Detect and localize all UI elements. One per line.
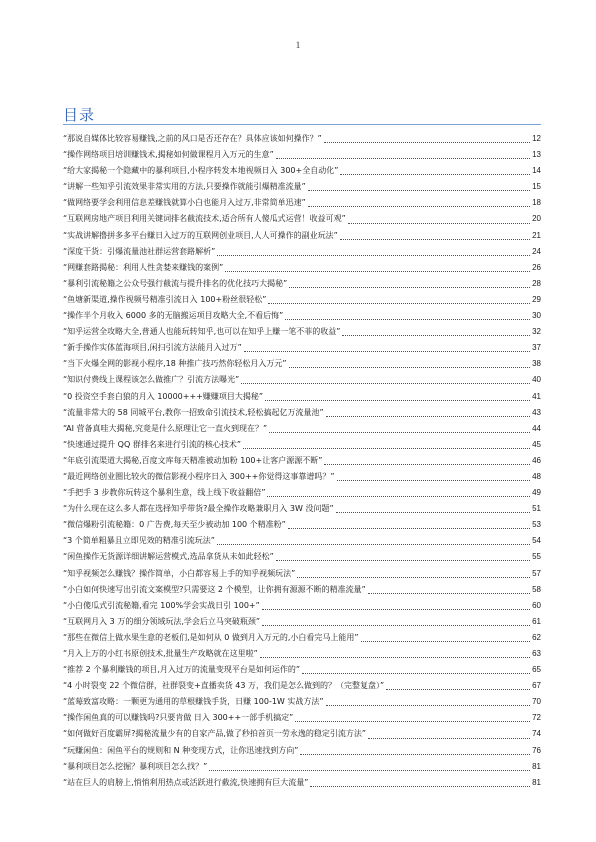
toc-entry-page-number: 26 (532, 262, 541, 272)
toc-entry[interactable] (63, 437, 541, 453)
toc-entry-page-number: 28 (532, 278, 541, 288)
toc-dot-leader (300, 753, 530, 755)
toc-entry-title: “知乎运营全攻略大全,普通人也能玩转知乎,也可以在知乎上赚一笔不菲的收益” (63, 327, 341, 337)
toc-entry-title: “给大家揭秘一个隐藏中的暴利项目,小程序转发本地视频日入 300+全自动化” (63, 166, 339, 176)
toc-dot-leader (368, 737, 530, 739)
toc-dot-leader (324, 463, 530, 465)
toc-entry-page-number: 43 (532, 407, 541, 417)
toc-dot-leader (209, 769, 530, 771)
toc-entry-page-number: 55 (532, 552, 541, 562)
toc-dot-leader (262, 608, 530, 610)
toc-entry[interactable] (63, 211, 541, 227)
toc-entry-page-number: 15 (532, 182, 541, 192)
toc-dot-leader (340, 238, 530, 240)
toc-entry-page-number: 70 (532, 697, 541, 707)
toc-entry-page-number: 74 (532, 729, 541, 739)
toc-dot-leader (217, 543, 530, 545)
toc-dot-leader (267, 495, 530, 497)
toc-entry-title: “微信爆粉引流秘籍：0 广告费,每天至少被动加 100 个精准粉” (63, 520, 286, 530)
toc-entry[interactable] (63, 163, 541, 179)
toc-title: 目录 (63, 106, 96, 124)
toc-entry[interactable] (63, 485, 541, 501)
toc-entry[interactable] (63, 340, 541, 356)
toc-entry-title: “做网络要学会利用信息差赚钱就算小白也能月入过万,非常简单迅速” (63, 198, 306, 208)
toc-entry-page-number: 32 (532, 327, 541, 337)
toc-entry-title: “网赚套路揭秘：利用人性贪婪来赚钱的案例” (63, 262, 224, 272)
toc-entry-page-number: 12 (532, 134, 541, 143)
toc-entry-page-number: 40 (532, 375, 541, 385)
toc-entry-title: “3 个简单粗暴且立即见效的精准引流玩法” (63, 536, 215, 546)
toc-entry-page-number: 24 (532, 246, 541, 256)
toc-entry-title: “鱼塘新渠道,操作视频号精准引流日入 100+粉丝很轻松” (63, 294, 267, 304)
toc-dot-leader (289, 286, 530, 288)
toc-entry-title: “操作半个月收入 6000 多的无脑搬运项目攻略大全,不看后悔” (63, 311, 284, 321)
toc-entry-title: “闲鱼操作无货源详细讲解运营模式,选品拿货从未如此轻松” (63, 552, 274, 562)
toc-entry-title: “小白如何快速写出引流文案模型?只需要这 2 个模型，让你拥有源源不断的精准流量” (63, 584, 366, 594)
toc-entry-title: “当下火爆全网的影视小程序,18 种推广技巧然你轻松月入万元” (63, 359, 287, 369)
toc-entry-page-number: 37 (532, 343, 541, 353)
toc-entry-page-number: 45 (532, 439, 541, 449)
toc-entry-page-number: 54 (532, 536, 541, 546)
toc-entry[interactable] (63, 533, 541, 549)
toc-entry-page-number: 48 (532, 471, 541, 481)
toc-entry-title: “知乎视频怎么赚钱？操作简单，小白都容易上手的知乎视频玩法” (63, 568, 296, 578)
toc-dot-leader (265, 399, 530, 401)
toc-entry-title: “实战讲解撸拼多多平台赚日入过万的互联网创业项目,人人可操作的副业玩法” (63, 230, 338, 240)
toc-entry-title: “4 小时裂变 22 个微信群，社群裂变+直播卖货 43 万，我们是怎么做到的？（完整复盘）” (63, 681, 385, 691)
toc-entry[interactable] (63, 646, 541, 662)
toc-dot-leader (326, 415, 530, 417)
toc-dot-leader (260, 656, 530, 658)
toc-dot-leader (268, 302, 530, 304)
toc-entry-title: “那些在微信上做水果生意的老板们,是如何从 0 做到月入万元的,小白看完马上能用” (63, 632, 359, 642)
toc-dot-leader (241, 382, 530, 384)
toc-dot-leader (302, 672, 530, 674)
toc-dot-leader (295, 720, 530, 722)
toc-entry-page-number: 58 (532, 584, 541, 594)
toc-entry-title: “暴利项目怎么挖掘？暴利项目怎么找？” (63, 761, 208, 771)
toc-dot-leader (324, 141, 530, 143)
toc-entry[interactable] (63, 694, 541, 710)
toc-entry-page-number: 14 (532, 166, 541, 176)
toc-entry-title: “手把手 3 步教你玩转这个暴利生意，线上线下收益翻倍” (63, 488, 266, 498)
toc-entry-page-number: 53 (532, 520, 541, 530)
toc-entry-page-number: 51 (532, 504, 541, 514)
toc-entry[interactable] (63, 726, 541, 742)
toc-entry[interactable] (63, 195, 541, 211)
toc-entry-title: “小白傻瓜式引流秘籍,看完 100%学会实战日引 100+” (63, 600, 260, 610)
toc-entry[interactable] (63, 775, 541, 791)
toc-entry[interactable] (63, 372, 541, 388)
toc-entry-title: “深度干货：引爆流量池社群运营套路解析” (63, 246, 216, 256)
toc-entry[interactable] (63, 549, 541, 565)
toc-entry-title: “新手操作实体蓝海项目,闲扫引流方法能月入过万” (63, 343, 242, 353)
toc-entry[interactable] (63, 662, 541, 678)
toc-entry-title: “玩赚闲鱼：闲鱼平台的规则和 N 种变现方式，让你迅速找到方向” (63, 745, 299, 755)
toc-entry[interactable] (63, 147, 541, 163)
toc-entry[interactable] (63, 630, 541, 646)
toc-entry-page-number: 67 (532, 681, 541, 691)
toc-entry[interactable] (63, 276, 541, 292)
toc-entry-page-number: 41 (532, 391, 541, 401)
toc-entry-title: “0 投资空手套白狼的月入 10000+++赚赚项目大揭秘” (63, 391, 264, 401)
toc-entry[interactable] (63, 614, 541, 630)
toc-entry[interactable] (63, 244, 541, 260)
toc-dot-leader (368, 592, 530, 594)
page-number: 1 (295, 40, 301, 50)
toc-entry-page-number: 72 (532, 713, 541, 723)
toc-dot-leader (276, 559, 530, 561)
toc-entry[interactable] (63, 356, 541, 372)
toc-entry[interactable] (63, 228, 541, 244)
toc-dot-leader (288, 527, 530, 529)
toc-entry-page-number: 21 (532, 230, 541, 240)
toc-entry-page-number: 49 (532, 488, 541, 498)
toc-entry-title: “操作闲鱼真的可以赚钱吗?只要肯做 日入 300++一部手机搞定” (63, 713, 294, 723)
toc-entry[interactable] (63, 517, 541, 533)
toc-entry-title: “最近网络创业圈比较火的微信影视小程序日入 300++你觉得这事靠谱吗？” (63, 471, 335, 481)
toc-entry-title: “那说自媒体比较容易赚钱,之前的风口是否还存在？具体应该如何操作？” (63, 134, 322, 143)
toc-dot-leader (308, 205, 530, 207)
toc-entry-title: “互联网月入 3 万的细分领域玩法,学会后立马突破瓶颈” (63, 616, 261, 626)
toc-entry-page-number: 61 (532, 616, 541, 626)
toc-entry-page-number: 46 (532, 455, 541, 465)
toc-entry-title: “知识付费线上课程该怎么做推广？引流方法曝光” (63, 375, 240, 385)
toc-entry[interactable] (63, 131, 541, 147)
toc-entry-page-number: 18 (532, 198, 541, 208)
toc-entry-title: “流量非常大的 58 同城平台,教你一招致命引流技术,轻松搞起亿万流量池” (63, 407, 324, 417)
toc-entry[interactable] (63, 759, 541, 775)
toc-entry-title: “站在巨人的肩膀上,悄悄利用热点或活跃进行截流,快速拥有巨大流量” (63, 777, 309, 787)
toc-entry-title: “快速通过提升 QQ 群排名来进行引流的核心技术” (63, 439, 241, 449)
toc-dot-leader (326, 704, 531, 706)
toc-dot-leader (244, 350, 530, 352)
toc-dot-leader (269, 431, 530, 433)
toc-dot-leader (262, 624, 530, 626)
toc-dot-leader (342, 334, 530, 336)
toc-entry[interactable] (63, 501, 541, 517)
toc-entry[interactable] (63, 405, 541, 421)
toc-entry-page-number: 81 (532, 777, 541, 787)
toc-entry-page-number: 20 (532, 214, 541, 224)
toc-entry[interactable] (63, 743, 541, 759)
toc-entry[interactable] (63, 582, 541, 598)
toc-entry-page-number: 44 (532, 423, 541, 433)
toc-dot-leader (336, 511, 530, 513)
toc-entry[interactable] (63, 260, 541, 276)
toc-entry-page-number: 13 (532, 150, 541, 160)
toc-entry[interactable] (63, 453, 541, 469)
toc-entry-page-number: 65 (532, 665, 541, 675)
toc-dot-leader (243, 447, 530, 449)
toc-entry[interactable] (63, 308, 541, 324)
toc-entry-page-number: 76 (532, 745, 541, 755)
toc-dot-leader (308, 189, 530, 191)
toc-entry[interactable] (63, 598, 541, 614)
toc-entry-title: “如何做好百度霸屏?揭秘流量少有的自家产品,做了秒拍首页一劳永逸的稳定引流方法” (63, 729, 367, 739)
toc-entry[interactable] (63, 566, 541, 582)
toc-list (63, 131, 541, 791)
toc-dot-leader (285, 318, 530, 320)
toc-entry-page-number: 57 (532, 568, 541, 578)
toc-dot-leader (337, 479, 531, 481)
toc-dot-leader (225, 270, 530, 272)
toc-dot-leader (348, 222, 530, 224)
toc-entry[interactable] (63, 179, 541, 195)
toc-entry[interactable] (63, 469, 541, 485)
toc-entry-page-number: 30 (532, 311, 541, 321)
toc-entry-page-number: 63 (532, 649, 541, 658)
toc-title-rule (63, 124, 541, 125)
toc-dot-leader (297, 576, 530, 578)
toc-entry-title: “暴利引流秘籍之公众号强行截流与提升排名的优化技巧大揭秘” (63, 278, 288, 288)
toc-entry-title: “为什么现在这么多人都在选择知乎带货?最全操作攻略兼职月入 3W 没问题” (63, 504, 334, 514)
toc-entry-page-number: 29 (532, 294, 541, 304)
toc-entry[interactable] (63, 324, 541, 340)
toc-entry-title: “操作网络项目培训赚钱术,揭秘如何做课程月入万元的生意” (63, 150, 274, 160)
toc-entry-title: “年底引流渠道大揭秘,百度文库每天精准被动加粉 100+让客户源源不断” (63, 455, 323, 465)
toc-entry-title: “互联网房地产项目利用关键词排名截流技术,适合所有人傻瓜式运营！收益可观” (63, 214, 346, 224)
toc-entry-page-number: 38 (532, 359, 541, 369)
toc-entry-title: “推荐 2 个暴利赚钱的项目,月入过万的流量变现平台是如何运作的” (63, 665, 301, 675)
toc-entry-page-number: 60 (532, 600, 541, 610)
toc-dot-leader (310, 785, 530, 787)
toc-entry-page-number: 81 (532, 761, 541, 771)
toc-entry-title: “讲解一些知乎引流效果非常实用的方法,只要操作就能引爆精准流量” (63, 182, 306, 192)
toc-entry[interactable] (63, 421, 541, 437)
toc-entry-page-number: 62 (532, 632, 541, 642)
toc-entry-title: “月入上万的小红书原创技术,批量生产攻略就在这里啦” (63, 649, 258, 658)
toc-dot-leader (289, 366, 531, 368)
toc-entry[interactable] (63, 710, 541, 726)
toc-dot-leader (361, 640, 531, 642)
toc-dot-leader (386, 688, 530, 690)
toc-dot-leader (217, 254, 530, 256)
toc-dot-leader (276, 157, 530, 159)
toc-entry[interactable] (63, 678, 541, 694)
toc-dot-leader (340, 173, 530, 175)
toc-entry[interactable] (63, 389, 541, 405)
toc-entry[interactable] (63, 292, 541, 308)
toc-entry-title: “AI 营备真哇大揭秘,究竟是什么原理让它一直火到现在？” (63, 423, 268, 433)
toc-entry-title: “蓝莓致富攻略：一颗更为通用的草根赚钱手货，日赚 100-1W 实战方法” (63, 697, 324, 707)
